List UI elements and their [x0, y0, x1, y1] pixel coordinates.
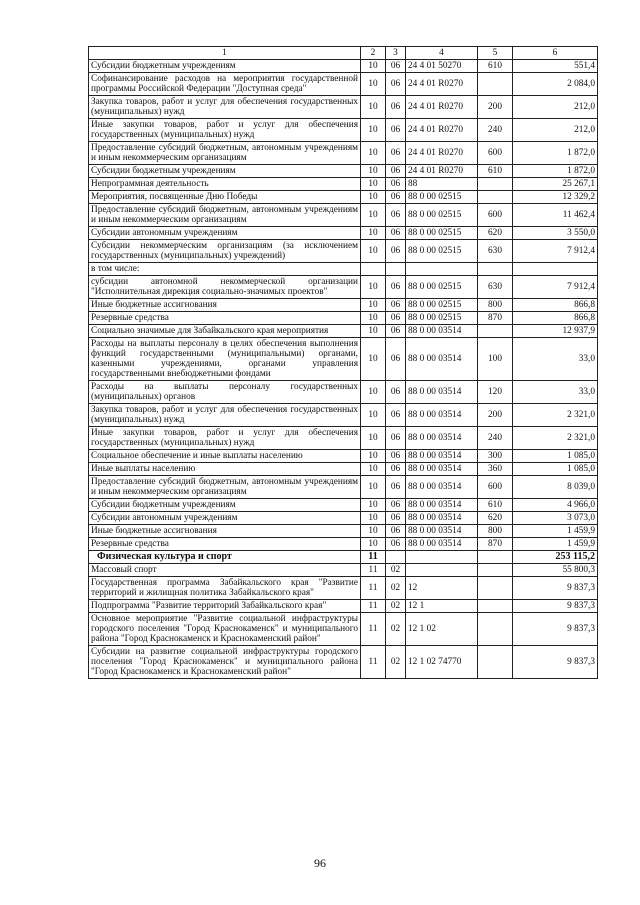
- row-amount-cell: 12 329,2: [513, 191, 598, 204]
- row-name-cell: Подпрограмма "Развитие территорий Забайкальского края": [89, 600, 361, 613]
- row-section-cell: 10: [361, 142, 386, 165]
- table-row: [89, 240, 598, 263]
- row-amount-cell: 253 115,2: [513, 551, 598, 564]
- row-amount-cell: 2 321,0: [513, 427, 598, 450]
- row-expense-type-cell: 600: [478, 204, 513, 227]
- row-amount-cell: 212,0: [513, 119, 598, 142]
- row-name-cell: Социально значимые для Забайкальского края мероприятия: [89, 325, 361, 338]
- row-amount-cell: 1 872,0: [513, 142, 598, 165]
- row-amount-cell: 11 462,4: [513, 204, 598, 227]
- row-subsection-cell: 02: [386, 600, 406, 613]
- row-amount-cell: 1 872,0: [513, 165, 598, 178]
- table-row: [89, 551, 598, 564]
- header-cell: 6: [513, 47, 598, 60]
- row-section-cell: 10: [361, 463, 386, 476]
- row-expense-type-cell: 610: [478, 165, 513, 178]
- row-subsection-cell: 06: [386, 476, 406, 499]
- row-amount-cell: 3 073,0: [513, 512, 598, 525]
- table-row: [89, 96, 598, 119]
- row-amount-cell: 866,8: [513, 312, 598, 325]
- row-section-cell: 10: [361, 73, 386, 96]
- row-subsection-cell: 06: [386, 338, 406, 381]
- row-target-article-cell: [406, 263, 478, 276]
- row-amount-cell: 8 039,0: [513, 476, 598, 499]
- row-section-cell: 10: [361, 499, 386, 512]
- row-expense-type-cell: [478, 646, 513, 679]
- row-amount-cell: 1 085,0: [513, 463, 598, 476]
- row-target-article-cell: 88 0 00 02515: [406, 191, 478, 204]
- row-expense-type-cell: [478, 564, 513, 577]
- row-amount-cell: 866,8: [513, 299, 598, 312]
- row-section-cell: 10: [361, 325, 386, 338]
- row-name-cell: Иные бюджетные ассигнования: [89, 299, 361, 312]
- row-subsection-cell: [386, 263, 406, 276]
- row-subsection-cell: 06: [386, 240, 406, 263]
- row-amount-cell: 212,0: [513, 96, 598, 119]
- row-amount-cell: 1 085,0: [513, 450, 598, 463]
- row-target-article-cell: 88: [406, 178, 478, 191]
- row-name-cell: Предоставление субсидий бюджетным, автономным учреждениям и иным некоммерческим организациям: [89, 204, 361, 227]
- row-target-article-cell: 88 0 00 02515: [406, 204, 478, 227]
- row-name-cell: Софинансирование расходов на мероприятия государственной программы Российской Федерации "Доступная среда": [89, 73, 361, 96]
- header-cell: 4: [406, 47, 478, 60]
- row-amount-cell: 3 550,0: [513, 227, 598, 240]
- row-target-article-cell: 88 0 00 02515: [406, 240, 478, 263]
- row-amount-cell: 25 267,1: [513, 178, 598, 191]
- row-target-article-cell: 12 1 02 74770: [406, 646, 478, 679]
- row-name-cell: Субсидии бюджетным учреждениям: [89, 60, 361, 73]
- row-expense-type-cell: [478, 263, 513, 276]
- row-section-cell: 10: [361, 227, 386, 240]
- row-subsection-cell: 06: [386, 512, 406, 525]
- row-section-cell: 10: [361, 191, 386, 204]
- table-row: [89, 499, 598, 512]
- table-row: [89, 325, 598, 338]
- row-subsection-cell: 06: [386, 499, 406, 512]
- row-target-article-cell: 24 4 01 R0270: [406, 96, 478, 119]
- row-target-article-cell: 88 0 00 02515: [406, 276, 478, 299]
- table-row: [89, 204, 598, 227]
- row-subsection-cell: 06: [386, 299, 406, 312]
- table-row: [89, 191, 598, 204]
- row-amount-cell: 2 084,0: [513, 73, 598, 96]
- row-subsection-cell: 06: [386, 450, 406, 463]
- row-section-cell: 10: [361, 204, 386, 227]
- row-expense-type-cell: 200: [478, 96, 513, 119]
- row-expense-type-cell: [478, 600, 513, 613]
- row-section-cell: 10: [361, 60, 386, 73]
- row-expense-type-cell: 620: [478, 512, 513, 525]
- row-expense-type-cell: 870: [478, 312, 513, 325]
- row-name-cell: Мероприятия, посвященные Дню Победы: [89, 191, 361, 204]
- row-name-cell: Субсидии на развитие социальной инфраструктуры городского поселения "Город Краснокаменск" и муниципального района "Город Краснокаменск и Краснокаменский район": [89, 646, 361, 679]
- row-amount-cell: 1 459,9: [513, 538, 598, 551]
- row-name-cell: Физическая культура и спорт: [89, 551, 361, 564]
- table-row: [89, 60, 598, 73]
- row-expense-type-cell: 610: [478, 499, 513, 512]
- table-row: [89, 564, 598, 577]
- row-expense-type-cell: [478, 178, 513, 191]
- row-section-cell: 11: [361, 577, 386, 600]
- row-target-article-cell: 88 0 00 03514: [406, 476, 478, 499]
- row-target-article-cell: 88 0 00 03514: [406, 450, 478, 463]
- budget-table: [88, 46, 598, 679]
- row-section-cell: 10: [361, 476, 386, 499]
- row-amount-cell: 551,4: [513, 60, 598, 73]
- row-expense-type-cell: 800: [478, 525, 513, 538]
- row-subsection-cell: 02: [386, 646, 406, 679]
- row-target-article-cell: 24 4 01 50270: [406, 60, 478, 73]
- row-expense-type-cell: 300: [478, 450, 513, 463]
- row-name-cell: Социальное обеспечение и иные выплаты населению: [89, 450, 361, 463]
- table-row: [89, 299, 598, 312]
- row-target-article-cell: 88 0 00 03514: [406, 404, 478, 427]
- row-expense-type-cell: 240: [478, 427, 513, 450]
- row-subsection-cell: 02: [386, 613, 406, 646]
- table-row: [89, 338, 598, 381]
- row-name-cell: субсидии автономной некоммерческой организации "Исполнительная дирекция социально-значимых проектов": [89, 276, 361, 299]
- row-name-cell: Субсидии бюджетным учреждениям: [89, 165, 361, 178]
- row-target-article-cell: 24 4 01 R0270: [406, 165, 478, 178]
- row-target-article-cell: 88 0 00 03514: [406, 381, 478, 404]
- table-row: [89, 646, 598, 679]
- row-subsection-cell: 06: [386, 276, 406, 299]
- row-target-article-cell: 24 4 01 R0270: [406, 119, 478, 142]
- table-row: [89, 463, 598, 476]
- row-expense-type-cell: 120: [478, 381, 513, 404]
- table-row: [89, 450, 598, 463]
- row-expense-type-cell: 620: [478, 227, 513, 240]
- row-subsection-cell: 06: [386, 178, 406, 191]
- row-subsection-cell: [386, 551, 406, 564]
- row-expense-type-cell: [478, 577, 513, 600]
- row-target-article-cell: 24 4 01 R0270: [406, 73, 478, 96]
- row-subsection-cell: 02: [386, 564, 406, 577]
- row-subsection-cell: 06: [386, 312, 406, 325]
- row-section-cell: 11: [361, 646, 386, 679]
- row-subsection-cell: 06: [386, 60, 406, 73]
- row-target-article-cell: 88 0 00 03514: [406, 463, 478, 476]
- row-subsection-cell: 06: [386, 165, 406, 178]
- header-cell: 3: [386, 47, 406, 60]
- row-expense-type-cell: 360: [478, 463, 513, 476]
- table-row: [89, 276, 598, 299]
- row-expense-type-cell: 870: [478, 538, 513, 551]
- row-section-cell: 10: [361, 240, 386, 263]
- row-section-cell: 10: [361, 338, 386, 381]
- row-subsection-cell: 06: [386, 96, 406, 119]
- header-cell: 1: [89, 47, 361, 60]
- row-expense-type-cell: 630: [478, 240, 513, 263]
- row-target-article-cell: 88 0 00 03514: [406, 338, 478, 381]
- row-name-cell: Субсидии автономным учреждениям: [89, 227, 361, 240]
- row-amount-cell: 9 837,3: [513, 646, 598, 679]
- row-target-article-cell: [406, 564, 478, 577]
- header-cell: 2: [361, 47, 386, 60]
- row-amount-cell: 33,0: [513, 338, 598, 381]
- table-row: [89, 476, 598, 499]
- row-amount-cell: 55 800,3: [513, 564, 598, 577]
- row-target-article-cell: 12 1: [406, 600, 478, 613]
- table-row: [89, 312, 598, 325]
- row-section-cell: 11: [361, 600, 386, 613]
- row-name-cell: Резервные средства: [89, 538, 361, 551]
- row-subsection-cell: 02: [386, 577, 406, 600]
- table-row: [89, 600, 598, 613]
- row-expense-type-cell: [478, 191, 513, 204]
- row-section-cell: 10: [361, 512, 386, 525]
- row-section-cell: 11: [361, 551, 386, 564]
- row-amount-cell: 9 837,3: [513, 613, 598, 646]
- row-name-cell: Субсидии автономным учреждениям: [89, 512, 361, 525]
- row-name-cell: Государственная программа Забайкальского края "Развитие территорий и жилищная политика Забайкальского края": [89, 577, 361, 600]
- row-name-cell: Субсидии некоммерческим организациям (за исключением государственных (муниципальных) учреждений): [89, 240, 361, 263]
- row-name-cell: в том числе:: [89, 263, 361, 276]
- row-name-cell: Резервные средства: [89, 312, 361, 325]
- row-subsection-cell: 06: [386, 538, 406, 551]
- row-name-cell: Предоставление субсидий бюджетным, автономным учреждениям и иным некоммерческим организациям: [89, 142, 361, 165]
- row-section-cell: 10: [361, 299, 386, 312]
- row-expense-type-cell: [478, 613, 513, 646]
- row-section-cell: 10: [361, 450, 386, 463]
- row-section-cell: 10: [361, 165, 386, 178]
- row-name-cell: Предоставление субсидий бюджетным, автономным учреждениям и иным некоммерческим организациям: [89, 476, 361, 499]
- row-amount-cell: 4 966,0: [513, 499, 598, 512]
- row-section-cell: 10: [361, 404, 386, 427]
- row-amount-cell: 33,0: [513, 381, 598, 404]
- row-section-cell: 10: [361, 96, 386, 119]
- row-target-article-cell: 88 0 00 02515: [406, 312, 478, 325]
- header-cell: 5: [478, 47, 513, 60]
- row-expense-type-cell: 600: [478, 476, 513, 499]
- row-target-article-cell: 88 0 00 03514: [406, 427, 478, 450]
- row-expense-type-cell: 610: [478, 60, 513, 73]
- row-name-cell: Расходы на выплаты персоналу в целях обеспечения выполнения функций государственными (муниципальными) органами, казенными учреждениями, органами управления государственными внебюджетными фондами: [89, 338, 361, 381]
- row-amount-cell: [513, 263, 598, 276]
- row-amount-cell: 1 459,9: [513, 525, 598, 538]
- table-row: [89, 178, 598, 191]
- row-name-cell: Массовый спорт: [89, 564, 361, 577]
- row-subsection-cell: 06: [386, 227, 406, 240]
- table-row: [89, 119, 598, 142]
- table-row: [89, 263, 598, 276]
- row-target-article-cell: [406, 551, 478, 564]
- row-target-article-cell: 88 0 00 03514: [406, 525, 478, 538]
- table-header-row: [89, 47, 598, 60]
- row-section-cell: 11: [361, 613, 386, 646]
- page-number: 96: [314, 856, 326, 870]
- table-row: [89, 73, 598, 96]
- row-subsection-cell: 06: [386, 404, 406, 427]
- row-section-cell: 10: [361, 312, 386, 325]
- row-subsection-cell: 06: [386, 525, 406, 538]
- row-subsection-cell: 06: [386, 463, 406, 476]
- row-name-cell: Иные закупки товаров, работ и услуг для обеспечения государственных (муниципальных) нужд: [89, 119, 361, 142]
- row-section-cell: [361, 263, 386, 276]
- row-amount-cell: 12 937,9: [513, 325, 598, 338]
- row-name-cell: Субсидии бюджетным учреждениям: [89, 499, 361, 512]
- row-section-cell: 10: [361, 381, 386, 404]
- row-section-cell: 10: [361, 178, 386, 191]
- row-expense-type-cell: 100: [478, 338, 513, 381]
- row-expense-type-cell: 800: [478, 299, 513, 312]
- row-subsection-cell: 06: [386, 204, 406, 227]
- row-name-cell: Закупка товаров, работ и услуг для обеспечения государственных (муниципальных) нужд: [89, 96, 361, 119]
- row-expense-type-cell: 630: [478, 276, 513, 299]
- row-expense-type-cell: 200: [478, 404, 513, 427]
- row-target-article-cell: 12: [406, 577, 478, 600]
- row-target-article-cell: 88 0 00 02515: [406, 299, 478, 312]
- row-amount-cell: 7 912,4: [513, 276, 598, 299]
- row-name-cell: Расходы на выплаты персоналу государственных (муниципальных) органов: [89, 381, 361, 404]
- row-amount-cell: 7 912,4: [513, 240, 598, 263]
- row-name-cell: Иные закупки товаров, работ и услуг для обеспечения государственных (муниципальных) нужд: [89, 427, 361, 450]
- row-amount-cell: 2 321,0: [513, 404, 598, 427]
- row-expense-type-cell: 600: [478, 142, 513, 165]
- row-name-cell: Непрограммная деятельность: [89, 178, 361, 191]
- row-subsection-cell: 06: [386, 73, 406, 96]
- row-name-cell: Основное мероприятие "Развитие социальной инфраструктуры городского поселения "Город Краснокаменск" и муниципального района "Город Краснокаменск и Краснокаменский район": [89, 613, 361, 646]
- row-subsection-cell: 06: [386, 325, 406, 338]
- row-section-cell: 11: [361, 564, 386, 577]
- row-target-article-cell: 88 0 00 02515: [406, 227, 478, 240]
- row-subsection-cell: 06: [386, 191, 406, 204]
- table-row: [89, 512, 598, 525]
- row-expense-type-cell: [478, 551, 513, 564]
- row-subsection-cell: 06: [386, 119, 406, 142]
- row-target-article-cell: 88 0 00 03514: [406, 538, 478, 551]
- row-expense-type-cell: [478, 325, 513, 338]
- row-expense-type-cell: 240: [478, 119, 513, 142]
- row-subsection-cell: 06: [386, 427, 406, 450]
- row-section-cell: 10: [361, 525, 386, 538]
- row-subsection-cell: 06: [386, 142, 406, 165]
- row-name-cell: Закупка товаров, работ и услуг для обеспечения государственных (муниципальных) нужд: [89, 404, 361, 427]
- row-target-article-cell: 88 0 00 03514: [406, 512, 478, 525]
- table-row: [89, 404, 598, 427]
- row-section-cell: 10: [361, 538, 386, 551]
- table-row: [89, 142, 598, 165]
- row-name-cell: Иные выплаты населению: [89, 463, 361, 476]
- row-amount-cell: 9 837,3: [513, 577, 598, 600]
- row-subsection-cell: 06: [386, 381, 406, 404]
- row-target-article-cell: 12 1 02: [406, 613, 478, 646]
- row-target-article-cell: 24 4 01 R0270: [406, 142, 478, 165]
- row-section-cell: 10: [361, 119, 386, 142]
- row-section-cell: 10: [361, 427, 386, 450]
- table-row: [89, 227, 598, 240]
- table-row: [89, 538, 598, 551]
- row-target-article-cell: 88 0 00 03514: [406, 499, 478, 512]
- row-target-article-cell: 88 0 00 03514: [406, 325, 478, 338]
- row-section-cell: 10: [361, 276, 386, 299]
- table-row: [89, 525, 598, 538]
- row-expense-type-cell: [478, 73, 513, 96]
- table-row: [89, 613, 598, 646]
- table-row: [89, 577, 598, 600]
- table-row: [89, 427, 598, 450]
- table-row: [89, 165, 598, 178]
- table-row: [89, 381, 598, 404]
- row-name-cell: Иные бюджетные ассигнования: [89, 525, 361, 538]
- row-amount-cell: 9 837,3: [513, 600, 598, 613]
